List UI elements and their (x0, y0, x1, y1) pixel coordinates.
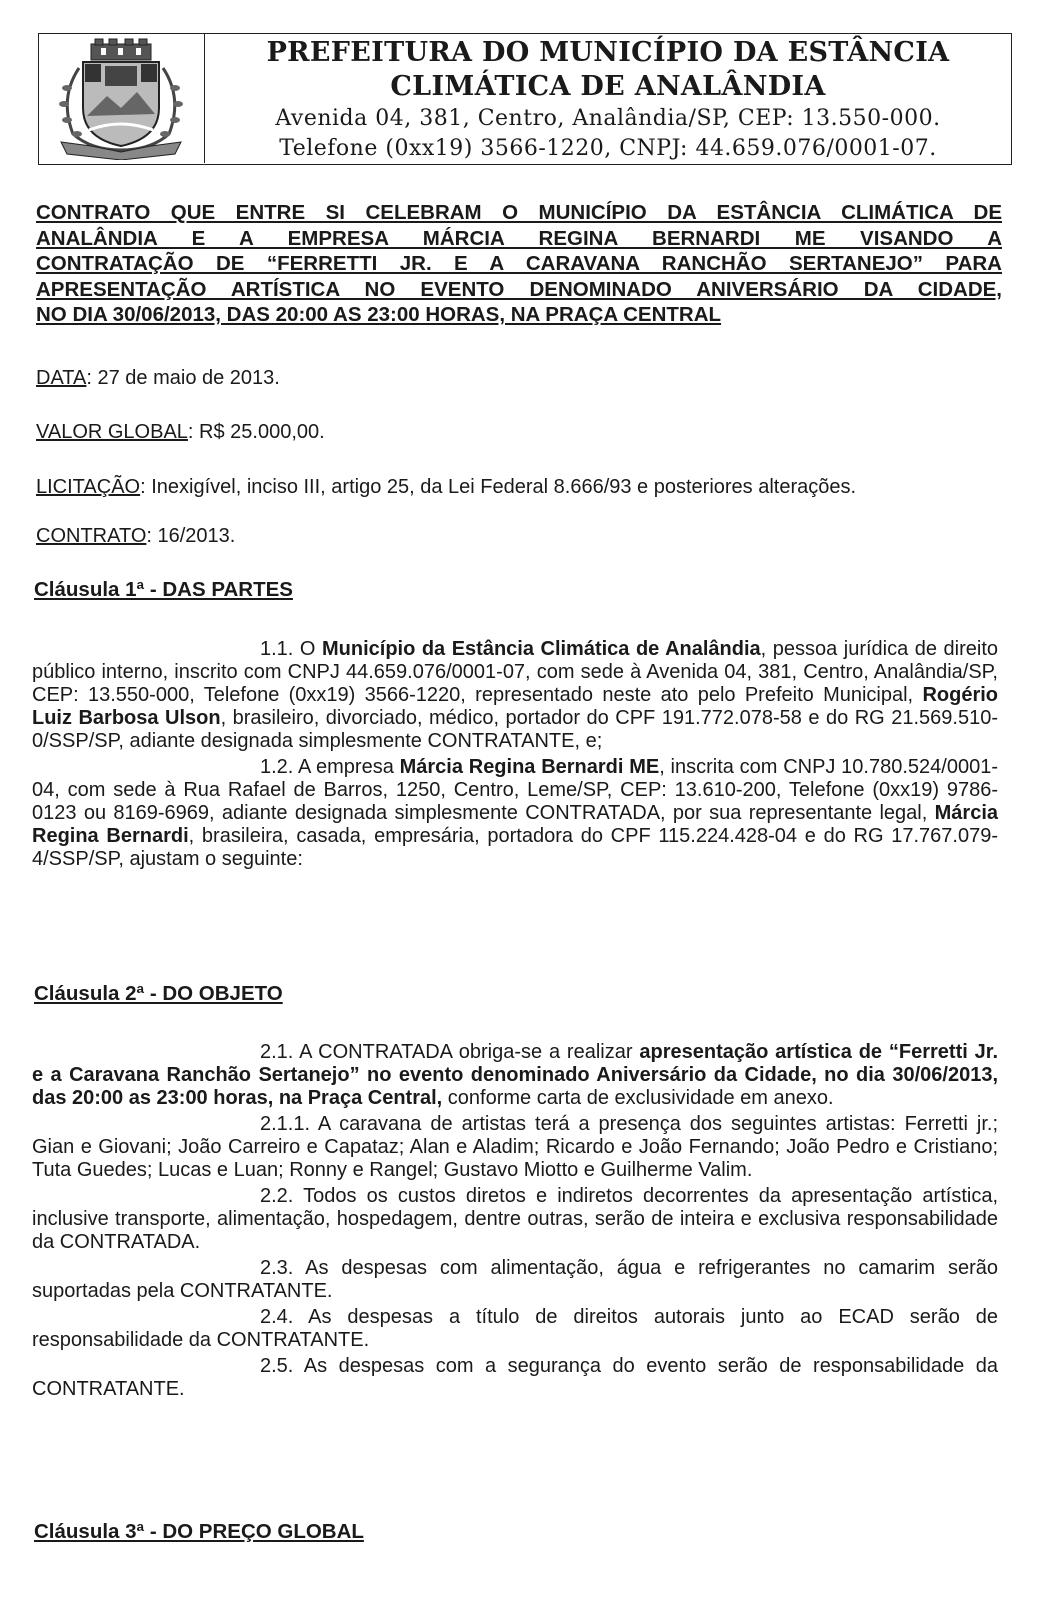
letterhead (38, 33, 1012, 165)
heading-line: CONTRATAÇÃO DE “FERRETTI JR. E A CARAVANA RANCHÃO SERTANEJO” PARA (36, 252, 1002, 275)
meta-contract-label: CONTRATO (36, 525, 147, 547)
text-run-bold: Município da Estância Climática de Analândia (321, 638, 761, 660)
text-run-bold: Márcia Regina Bernardi (32, 802, 998, 847)
clause1-paragraph-1-2 (32, 756, 998, 871)
text-run: , brasileiro, divorciado, médico, portador do CPF 191.772.078-58 e do RG 21.569.510-0/SSP/SP, adiante designada simplesmente CONTRATANTE, e; (32, 707, 998, 752)
meta-global-value-value: : R$ 25.000,00. (187, 421, 325, 443)
meta-global-value (36, 420, 325, 444)
heading-line: APRESENTAÇÃO ARTÍSTICA NO EVENTO DENOMINADO ANIVERSÁRIO DA CIDADE, (36, 277, 1002, 301)
meta-contract (36, 524, 235, 548)
municipality-address: Avenida 04, 381, Centro, Analândia/SP, CEP: 13.550-000. (275, 106, 941, 131)
text-run-bold: Rogério Luiz Barbosa Ulson (32, 684, 998, 729)
heading-line: NO DIA 30/06/2013, DAS 20:00 AS 23:00 HORAS, NA PRAÇA CENTRAL (36, 303, 722, 326)
heading-line: CONTRATO QUE ENTRE SI CELEBRAM O MUNICÍPIO DA ESTÂNCIA CLIMÁTICA DE (36, 201, 1002, 224)
clause1-body (32, 638, 998, 871)
text-run-bold: apresentação artística de “Ferretti Jr. e a Caravana Ranchão Sertanejo” no evento denominado Aniversário da Cidade, no dia 30/06/2013, das 20:00 as 23:00 horas, na Praça Central, (32, 1041, 999, 1109)
meta-contract-value: : 16/2013. (146, 525, 236, 547)
text-run: , brasileira, casada, empresária, portadora do CPF 115.224.428-04 e do RG 17.767.079-4/SSP/SP, ajustam o seguinte: (32, 825, 998, 870)
clause2-paragraph-2-3: 2.3. As despesas com alimentação, água e refrigerantes no camarim serão suportadas pela CONTRATANTE. (32, 1257, 998, 1302)
meta-date (36, 366, 280, 390)
clause3-title: Cláusula 3ª - DO PREÇO GLOBAL (34, 1520, 364, 1543)
meta-date-value: : 27 de maio de 2013. (86, 367, 280, 389)
municipality-title-line2: CLIMÁTICA DE ANALÂNDIA (390, 71, 826, 102)
letterhead-text (205, 34, 1011, 164)
text-run: , pessoa jurídica de direito público interno, inscrito com CNPJ 44.659.076/0001-07, com sede à Avenida 04, 381, Centro, Analândia/SP, CEP: 13.550-000, Telefone (0xx19) 3566-1220, representado neste ato pelo Prefeito Municipal, (32, 638, 999, 706)
meta-bidding-value: : Inexigível, inciso III, artigo 25, da Lei Federal 8.666/93 e posteriores alterações. (140, 476, 857, 498)
municipality-phone-cnpj: Telefone (0xx19) 3566-1220, CNPJ: 44.659.076/0001-07. (279, 136, 937, 161)
text-run: , inscrita com CNPJ 10.780.524/0001-04, com sede à Rua Rafael de Barros, 1250, Centro, Leme/SP, CEP: 13.610-200, Telefone (0xx19) 9786-0123 ou 8169-6969, adiante designada simplesmente CONTRATADA, por sua representante legal, (32, 756, 998, 824)
text-run: 1.1. O (260, 638, 322, 660)
clause2-paragraph-2-2: 2.2. Todos os custos diretos e indiretos decorrentes da apresentação artística, inclusive transporte, alimentação, hospedagem, dentre outras, serão de inteira e exclusiva responsabilidade da CONTRATADA. (32, 1185, 998, 1253)
text-run-bold: Márcia Regina Bernardi ME (399, 756, 660, 778)
municipality-title-line1: PREFEITURA DO MUNICÍPIO DA ESTÂNCIA (266, 37, 950, 68)
crest-cell (39, 34, 205, 163)
heading-line: ANALÂNDIA E A EMPRESA MÁRCIA REGINA BERNARDI ME VISANDO A (36, 226, 1002, 250)
text-run: 1.2. A empresa (260, 756, 400, 778)
meta-bidding-label: LICITAÇÃO (36, 476, 141, 498)
clause2-paragraph-2-1 (32, 1041, 998, 1110)
clause2-paragraph-2-5: 2.5. As despesas com a segurança do evento serão de responsabilidade da CONTRATANTE. (32, 1355, 998, 1400)
clause2-paragraph-2-4: 2.4. As despesas a título de direitos autorais junto ao ECAD serão de responsabilidade da CONTRATANTE. (32, 1306, 998, 1351)
clause2-body (32, 1041, 998, 1401)
contract-heading (36, 200, 1002, 328)
meta-date-label: DATA (36, 367, 87, 389)
text-run: 2.1. A CONTRATADA obriga-se a realizar (260, 1041, 640, 1063)
text-run: conforme carta de exclusividade em anexo. (442, 1087, 834, 1109)
clause1-paragraph-1-1 (32, 638, 998, 753)
meta-bidding (36, 475, 856, 499)
municipal-crest-icon (51, 38, 191, 160)
clause2-title: Cláusula 2ª - DO OBJETO (34, 982, 283, 1005)
clause1-title: Cláusula 1ª - DAS PARTES (34, 578, 293, 601)
clause2-paragraph-2-1-1: 2.1.1. A caravana de artistas terá a presença dos seguintes artistas: Ferretti jr.; Gian e Giovani; João Carreiro e Capataz; Alan e Aladim; Ricardo e João Fernando; João Pedro e Cristiano; Tuta Guedes; Lucas e Luan; Ronny e Rangel; Gustavo Miotto e Guilherme Valim. (32, 1113, 998, 1181)
meta-global-value-label: VALOR GLOBAL (36, 421, 188, 443)
